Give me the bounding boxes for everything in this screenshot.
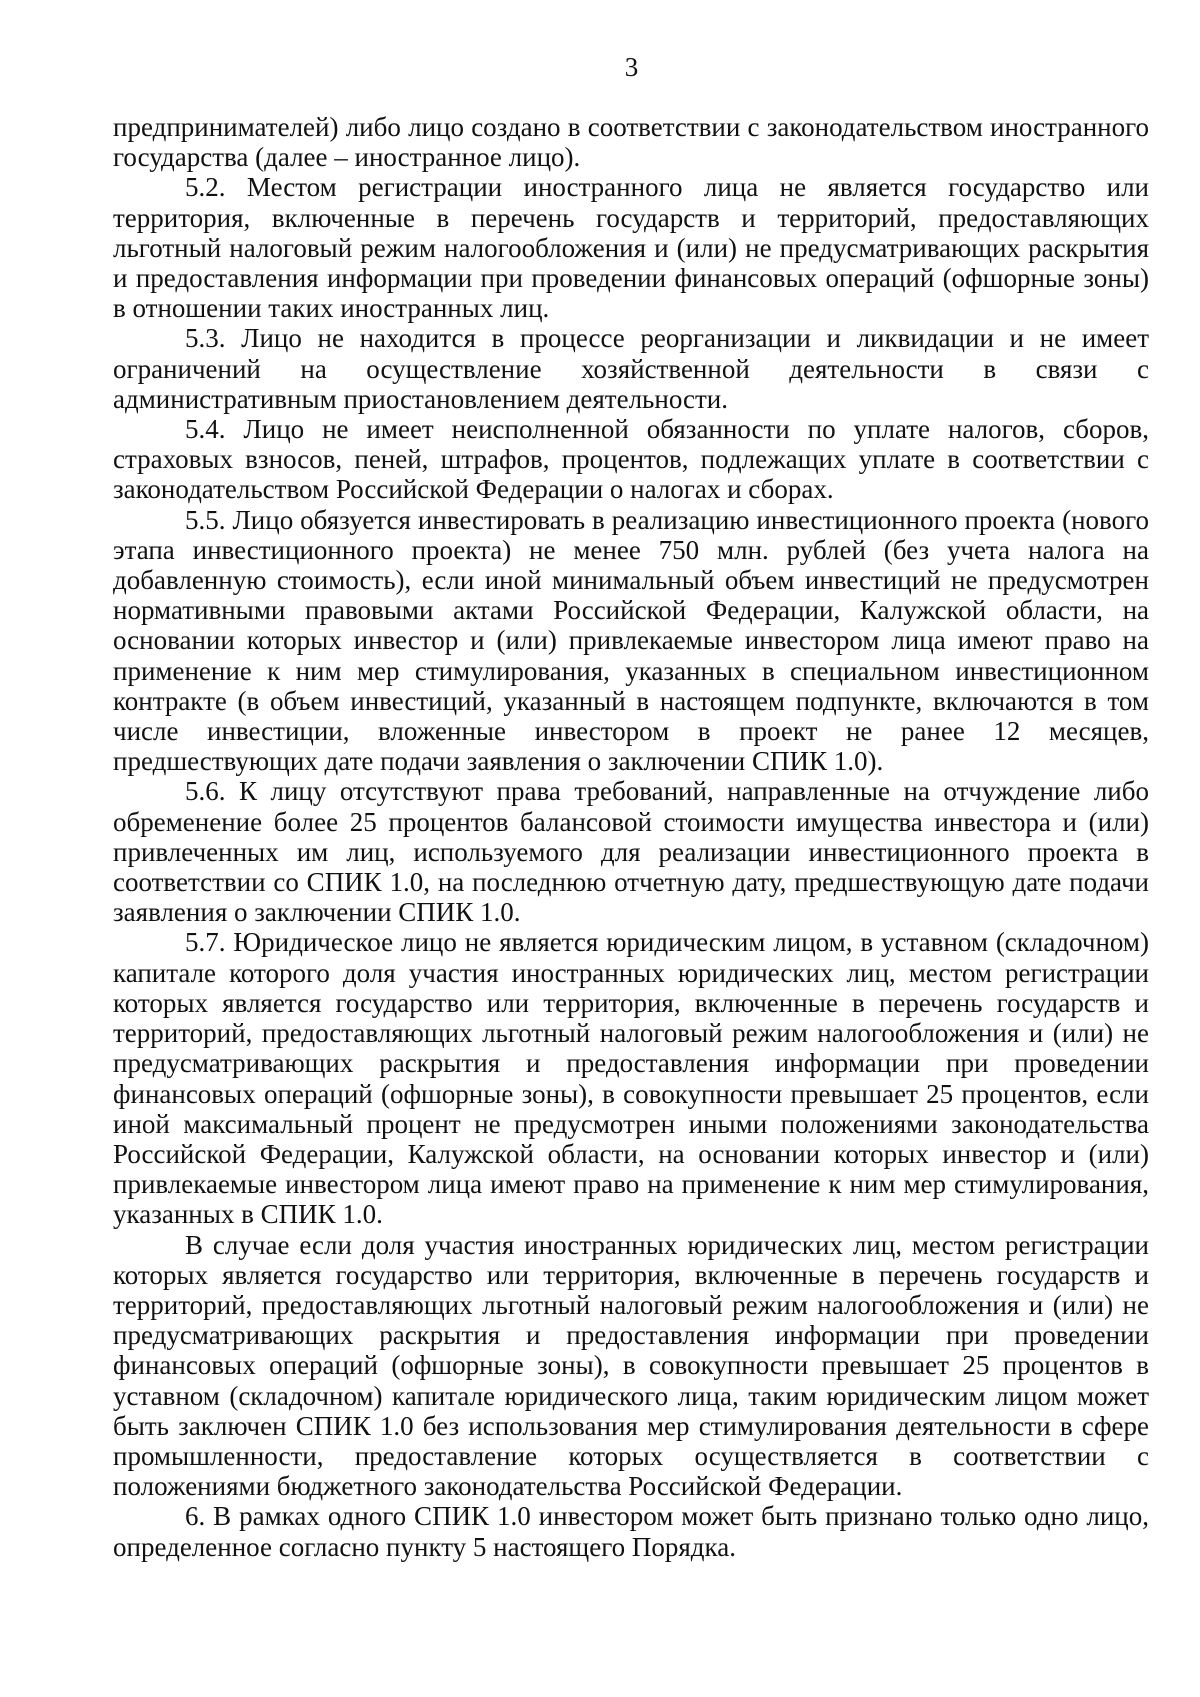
document-body (113, 112, 1149, 1562)
paragraph-continuation: предпринимателей) либо лицо создано в соответствии с законодательством иностранного государства (далее – иностранное лицо). (113, 112, 1149, 173)
paragraph-6: 6. В рамках одного СПИК 1.0 инвестором может быть признано только одно лицо, определенное согласно пункту 5 настоящего Порядка. (113, 1501, 1149, 1562)
paragraph-5-4: 5.4. Лицо не имеет неисполненной обязанности по уплате налогов, сборов, страховых взносов, пеней, штрафов, процентов, подлежащих уплате в соответствии с законодательством Российской Федерации о налогах и сборах. (113, 414, 1149, 505)
paragraph-5-3: 5.3. Лицо не находится в процессе реорганизации и ликвидации и не имеет ограничений на осуществление хозяйственной деятельности в связи с административным приостановлением деятельности. (113, 323, 1149, 414)
paragraph-5-6: 5.6. К лицу отсутствуют права требований, направленные на отчуждение либо обременение более 25 процентов балансовой стоимости имущества инвестора и (или) привлеченных им лиц, используемого для реализации инвестиционного проекта в соответствии со СПИК 1.0, на последнюю отчетную дату, предшествующую дате подачи заявления о заключении СПИК 1.0. (113, 776, 1149, 928)
paragraph-5-7: 5.7. Юридическое лицо не является юридическим лицом, в уставном (складочном) капитале которого доля участия иностранных юридических лиц, местом регистрации которых является государство или территория, включенные в перечень государств и территорий, предоставляющих льготный налоговый режим налогообложения и (или) не предусматривающих раскрытия и предоставления информации при проведении финансовых операций (офшорные зоны), в совокупности превышает 25 процентов, если иной максимальный процент не предусмотрен иными положениями законодательства Российской Федерации, Калужской области, на основании которых инвестор и (или) привлекаемые инвестором лица имеют право на применение к ним мер стимулирования, указанных в СПИК 1.0. (113, 927, 1149, 1230)
paragraph-5-2: 5.2. Местом регистрации иностранного лица не является государство или территория, включенные в перечень государств и территорий, предоставляющих льготный налоговый режим налогообложения и (или) не предусматривающих раскрытия и предоставления информации при проведении финансовых операций (офшорные зоны) в отношении таких иностранных лиц. (113, 172, 1149, 324)
paragraph-5-7-exception: В случае если доля участия иностранных юридических лиц, местом регистрации которых является государство или территория, включенные в перечень государств и территорий, предоставляющих льготный налоговый режим налогообложения и (или) не предусматривающих раскрытия и предоставления информации при проведении финансовых операций (офшорные зоны), в совокупности превышает 25 процентов в уставном (складочном) капитале юридического лица, таким юридическим лицом может быть заключен СПИК 1.0 без использования мер стимулирования деятельности в сфере промышленности, предоставление которых осуществляется в соответствии с положениями бюджетного законодательства Российской Федерации. (113, 1229, 1149, 1502)
page-number: 3 (624, 52, 639, 82)
paragraph-5-5: 5.5. Лицо обязуется инвестировать в реализацию инвестиционного проекта (нового этапа инвестиционного проекта) не менее 750 млн. рублей (без учета налога на добавленную стоимость), если иной минимальный объем инвестиций не предусмотрен нормативными правовыми актами Российской Федерации, Калужской области, на основании которых инвестор и (или) привлекаемые инвестором лица имеют право на применение к ним мер стимулирования, указанных в специальном инвестиционном контракте (в объем инвестиций, указанный в настоящем подпункте, включаются в том числе инвестиции, вложенные инвестором в проект не ранее 12 месяцев, предшествующих дате подачи заявления о заключении СПИК 1.0). (113, 504, 1149, 777)
